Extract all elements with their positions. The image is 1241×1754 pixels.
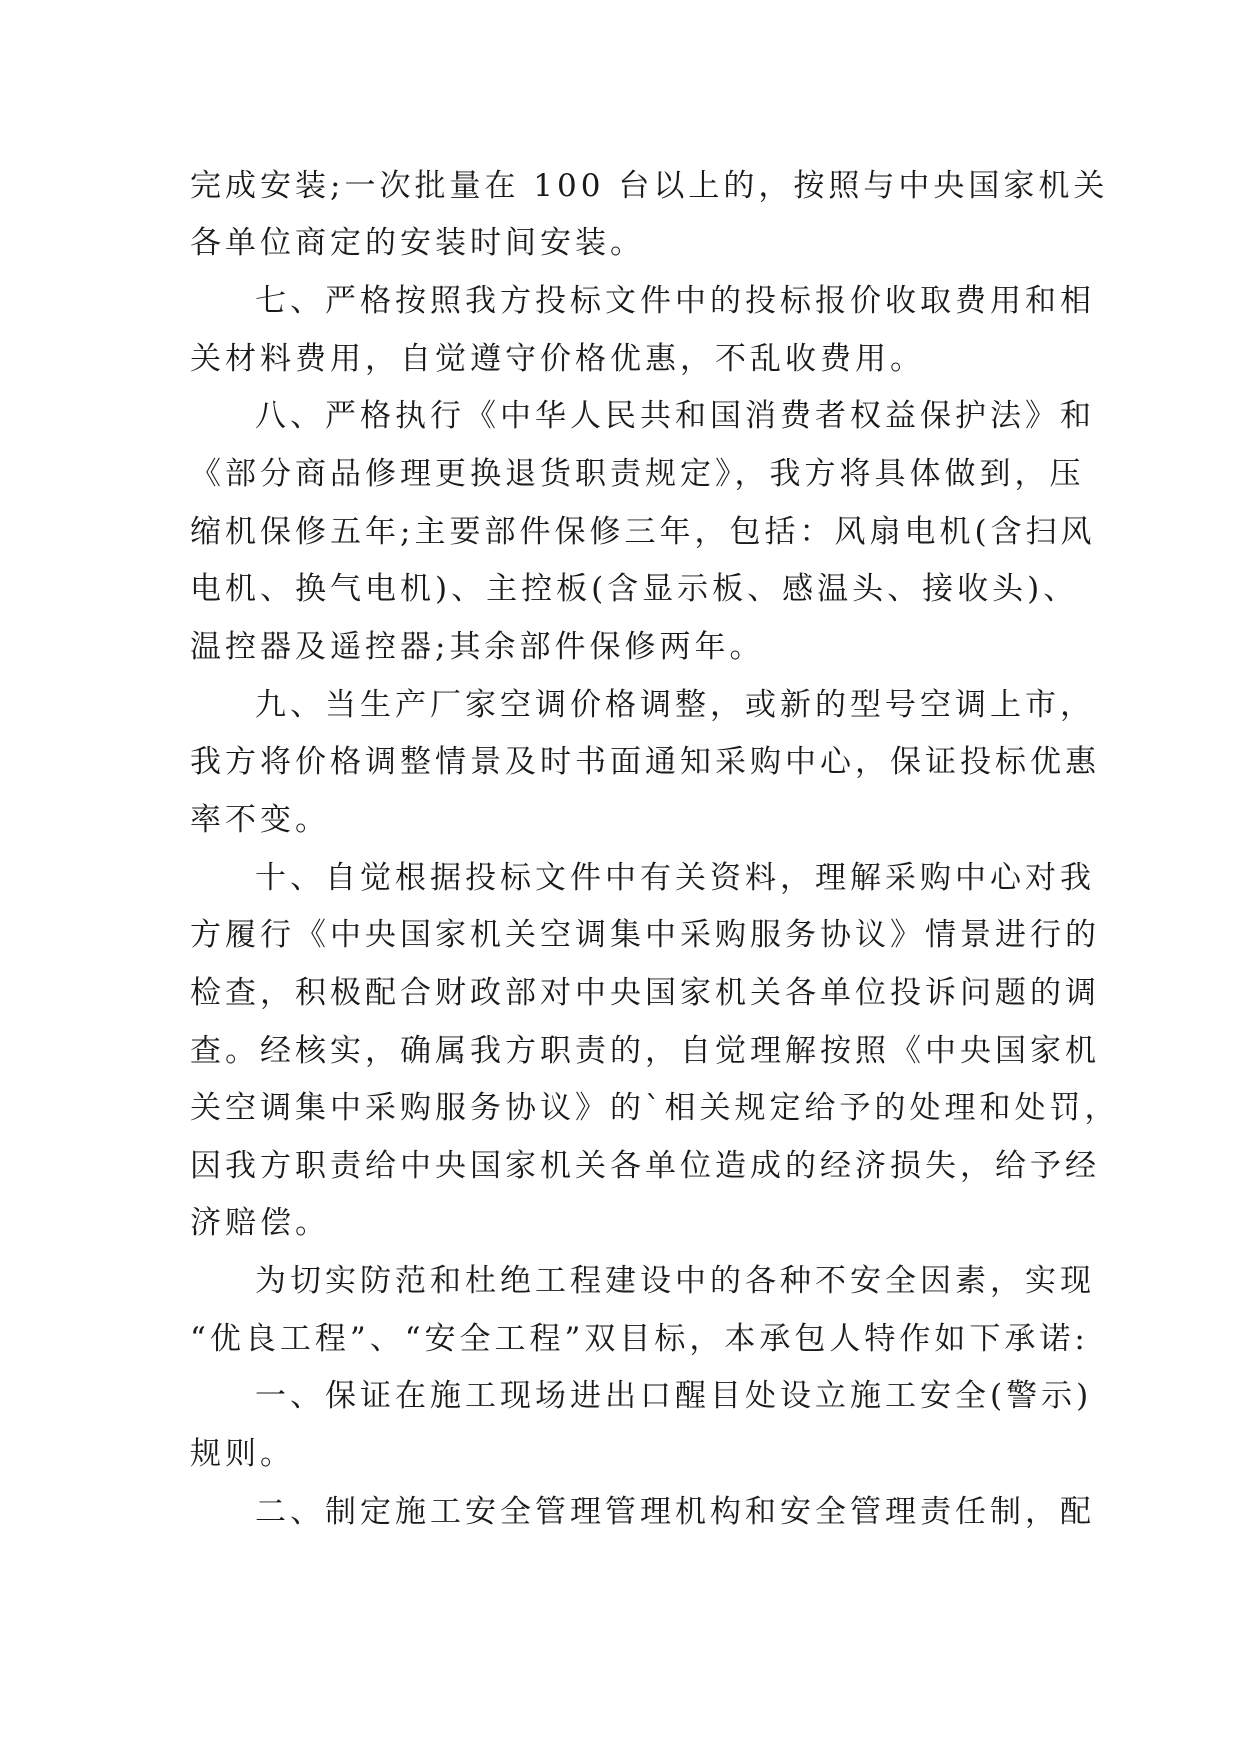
text-line: 率不变。 [190,802,330,838]
text-line: 我方将价格调整情景及时书面通知采购中心，保证投标优惠 [190,744,1100,780]
text-line: 一、保证在施工现场进出口醒目处设立施工安全(警示) [255,1378,1093,1414]
text-line: 查。经核实，确属我方职责的，自觉理解按照《中央国家机 [190,1033,1100,1069]
text-line: 关材料费用，自觉遵守价格优惠，不乱收费用。 [190,341,925,377]
text-line: 二、制定施工安全管理管理机构和安全管理责任制，配 [255,1494,1095,1530]
text-line: 缩机保修五年;主要部件保修三年，包括：风扇电机(含扫风 [190,514,1096,550]
text-line: 八、严格执行《中华人民共和国消费者权益保护法》和 [255,398,1095,434]
text-line: 完成安装;一次批量在 100 台以上的，按照与中央国家机关 [190,168,1109,204]
text-line: 各单位商定的安装时间安装。 [190,225,645,261]
text-line: 因我方职责给中央国家机关各单位造成的经济损失，给予经 [190,1148,1100,1184]
text-line: 七、严格按照我方投标文件中的投标报价收取费用和相 [255,283,1095,319]
text-line: 方履行《中央国家机关空调集中采购服务协议》情景进行的 [190,917,1100,953]
text-line: 检查，积极配合财政部对中央国家机关各单位投诉问题的调 [190,975,1100,1011]
text-line: “优良工程”、“安全工程”双目标，本承包人特作如下承诺: [190,1321,1089,1357]
text-line: 关空调集中采购服务协议》的`相关规定给予的处理和处罚， [190,1090,1120,1126]
text-line: 九、当生产厂家空调价格调整，或新的型号空调上市， [255,687,1095,723]
text-line: 十、自觉根据投标文件中有关资料，理解采购中心对我 [255,860,1095,896]
text-line: 《部分商品修理更换退货职责规定》，我方将具体做到，压 [190,456,1085,492]
text-line: 为切实防范和杜绝工程建设中的各种不安全因素，实现 [255,1263,1095,1299]
text-line: 济赔偿。 [190,1205,330,1241]
text-line: 电机、换气电机)、主控板(含显示板、感温头、接收头)、 [190,571,1079,607]
text-line: 温控器及遥控器;其余部件保修两年。 [190,629,765,665]
text-line: 规则。 [190,1436,295,1472]
